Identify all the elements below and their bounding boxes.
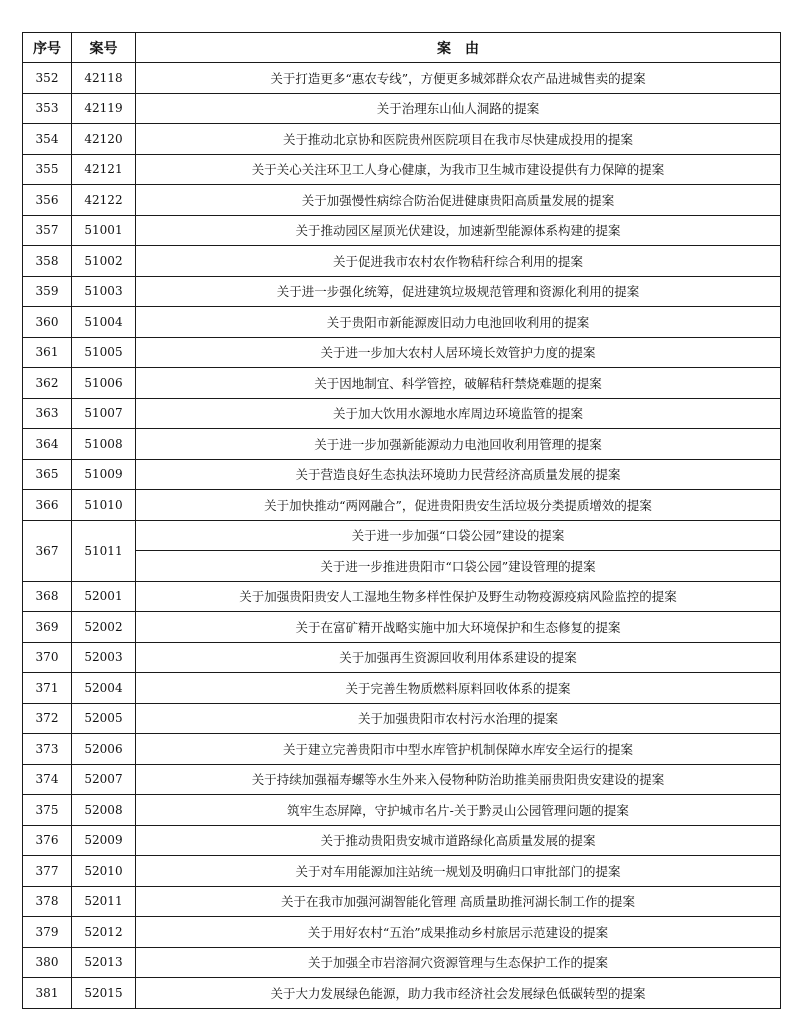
- table-row: [23, 215, 781, 246]
- table-row: [23, 124, 781, 155]
- row-case-no: 51001: [72, 215, 136, 246]
- table-row: [23, 795, 781, 826]
- table-row: [23, 734, 781, 765]
- row-seq: 367: [23, 520, 72, 581]
- table-row: [23, 825, 781, 856]
- row-subject: 关于因地制宜、科学管控，破解秸秆禁烧难题的提案: [136, 368, 781, 399]
- row-seq: 362: [23, 368, 72, 399]
- table-body: [23, 63, 781, 1009]
- table-row: [23, 764, 781, 795]
- table-row: [23, 520, 781, 551]
- table-row: [23, 642, 781, 673]
- row-seq: 370: [23, 642, 72, 673]
- row-case-no: 51008: [72, 429, 136, 460]
- table-row: [23, 459, 781, 490]
- row-case-no: 52003: [72, 642, 136, 673]
- row-subject: 关于加强贵阳市农村污水治理的提案: [136, 703, 781, 734]
- row-seq: 356: [23, 185, 72, 216]
- row-seq: 374: [23, 764, 72, 795]
- row-subject: 关于加强贵阳贵安人工湿地生物多样性保护及野生动物疫源疫病风险监控的提案: [136, 581, 781, 612]
- row-seq: 369: [23, 612, 72, 643]
- row-case-no: 51010: [72, 490, 136, 521]
- row-case-no: 51007: [72, 398, 136, 429]
- row-case-no: 51005: [72, 337, 136, 368]
- row-case-no: 52007: [72, 764, 136, 795]
- row-seq: 377: [23, 856, 72, 887]
- row-case-no: 52013: [72, 947, 136, 978]
- row-case-no: 51009: [72, 459, 136, 490]
- row-subject: 关于用好农村“五治”成果推动乡村旅居示范建设的提案: [136, 917, 781, 948]
- row-subject: 关于持续加强福寿螺等水生外来入侵物种防治助推美丽贵阳贵安建设的提案: [136, 764, 781, 795]
- row-seq: 368: [23, 581, 72, 612]
- row-case-no: 51004: [72, 307, 136, 338]
- row-subject: 关于建立完善贵阳市中型水库管护机制保障水库安全运行的提案: [136, 734, 781, 765]
- row-case-no: 51006: [72, 368, 136, 399]
- row-subject: 关于在我市加强河湖智能化管理 高质量助推河湖长制工作的提案: [136, 886, 781, 917]
- table-row: [23, 93, 781, 124]
- row-case-no: 42120: [72, 124, 136, 155]
- row-seq: 358: [23, 246, 72, 277]
- row-seq: 363: [23, 398, 72, 429]
- row-case-no: 52006: [72, 734, 136, 765]
- table-row: [23, 429, 781, 460]
- row-case-no: 42119: [72, 93, 136, 124]
- row-case-no: 51002: [72, 246, 136, 277]
- header-subject: 案 由: [136, 33, 781, 63]
- row-case-no: 52008: [72, 795, 136, 826]
- table-row: [23, 307, 781, 338]
- row-seq: 366: [23, 490, 72, 521]
- row-case-no: 52005: [72, 703, 136, 734]
- table-row: [23, 246, 781, 277]
- row-seq: 375: [23, 795, 72, 826]
- table-row: [23, 551, 781, 582]
- row-case-no: 52001: [72, 581, 136, 612]
- header-row: [23, 33, 781, 63]
- row-seq: 380: [23, 947, 72, 978]
- row-subject: 关于完善生物质燃料原料回收体系的提案: [136, 673, 781, 704]
- row-seq: 359: [23, 276, 72, 307]
- row-subject: 关于对车用能源加注站统一规划及明确归口审批部门的提案: [136, 856, 781, 887]
- row-subject: 关于进一步加强“口袋公园”建设的提案: [136, 520, 781, 551]
- table-row: [23, 917, 781, 948]
- table-row: [23, 673, 781, 704]
- row-subject: 关于治理东山仙人洞路的提案: [136, 93, 781, 124]
- row-subject: 关于贵阳市新能源废旧动力电池回收利用的提案: [136, 307, 781, 338]
- row-seq: 360: [23, 307, 72, 338]
- row-subject: 关于打造更多“惠农专线”，方便更多城郊群众农产品进城售卖的提案: [136, 63, 781, 94]
- row-subject: 关于进一步推进贵阳市“口袋公园”建设管理的提案: [136, 551, 781, 582]
- row-seq: 357: [23, 215, 72, 246]
- table-row: [23, 398, 781, 429]
- row-case-no: 52002: [72, 612, 136, 643]
- row-case-no: 52012: [72, 917, 136, 948]
- row-seq: 355: [23, 154, 72, 185]
- row-subject: 关于推动贵阳贵安城市道路绿化高质量发展的提案: [136, 825, 781, 856]
- row-seq: 381: [23, 978, 72, 1009]
- row-seq: 361: [23, 337, 72, 368]
- table-row: [23, 185, 781, 216]
- proposal-table: [22, 32, 781, 1009]
- row-case-no: 52009: [72, 825, 136, 856]
- row-subject: 关于大力发展绿色能源，助力我市经济社会发展绿色低碳转型的提案: [136, 978, 781, 1009]
- row-seq: 378: [23, 886, 72, 917]
- header-seq: 序号: [23, 33, 72, 63]
- row-subject: 关于推动园区屋顶光伏建设，加速新型能源体系构建的提案: [136, 215, 781, 246]
- table-row: [23, 856, 781, 887]
- table-row: [23, 276, 781, 307]
- table-row: [23, 947, 781, 978]
- row-subject: 关于加大饮用水源地水库周边环境监管的提案: [136, 398, 781, 429]
- row-seq: 353: [23, 93, 72, 124]
- row-case-no: 52010: [72, 856, 136, 887]
- table-row: [23, 886, 781, 917]
- row-subject: 关于加强慢性病综合防治促进健康贵阳高质量发展的提案: [136, 185, 781, 216]
- row-subject: 关于加强全市岩溶洞穴资源管理与生态保护工作的提案: [136, 947, 781, 978]
- row-case-no: 52004: [72, 673, 136, 704]
- row-case-no: 42121: [72, 154, 136, 185]
- row-seq: 354: [23, 124, 72, 155]
- row-subject: 关于推动北京协和医院贵州医院项目在我市尽快建成投用的提案: [136, 124, 781, 155]
- table-row: [23, 337, 781, 368]
- table-row: [23, 978, 781, 1009]
- row-subject: 关于在富矿精开战略实施中加大环境保护和生态修复的提案: [136, 612, 781, 643]
- header-case-no: 案号: [72, 33, 136, 63]
- row-subject: 关于关心关注环卫工人身心健康，为我市卫生城市建设提供有力保障的提案: [136, 154, 781, 185]
- row-case-no: 52015: [72, 978, 136, 1009]
- row-subject: 筑牢生态屏障，守护城市名片-关于黔灵山公园管理问题的提案: [136, 795, 781, 826]
- row-subject: 关于进一步加强新能源动力电池回收利用管理的提案: [136, 429, 781, 460]
- row-subject: 关于加强再生资源回收利用体系建设的提案: [136, 642, 781, 673]
- row-seq: 379: [23, 917, 72, 948]
- table-row: [23, 612, 781, 643]
- row-case-no: 51003: [72, 276, 136, 307]
- row-seq: 365: [23, 459, 72, 490]
- row-case-no: 42118: [72, 63, 136, 94]
- row-subject: 关于营造良好生态执法环境助力民营经济高质量发展的提案: [136, 459, 781, 490]
- table-row: [23, 154, 781, 185]
- row-seq: 376: [23, 825, 72, 856]
- table-row: [23, 581, 781, 612]
- row-seq: 373: [23, 734, 72, 765]
- row-subject: 关于进一步强化统筹，促进建筑垃圾规范管理和资源化利用的提案: [136, 276, 781, 307]
- row-case-no: 51011: [72, 520, 136, 581]
- row-seq: 364: [23, 429, 72, 460]
- row-seq: 371: [23, 673, 72, 704]
- table-row: [23, 703, 781, 734]
- row-seq: 352: [23, 63, 72, 94]
- table-row: [23, 490, 781, 521]
- table-row: [23, 63, 781, 94]
- table-row: [23, 368, 781, 399]
- row-seq: 372: [23, 703, 72, 734]
- row-subject: 关于进一步加大农村人居环境长效管护力度的提案: [136, 337, 781, 368]
- row-case-no: 52011: [72, 886, 136, 917]
- row-case-no: 42122: [72, 185, 136, 216]
- row-subject: 关于加快推动“两网融合”，促进贵阳贵安生活垃圾分类提质增效的提案: [136, 490, 781, 521]
- row-subject: 关于促进我市农村农作物秸秆综合利用的提案: [136, 246, 781, 277]
